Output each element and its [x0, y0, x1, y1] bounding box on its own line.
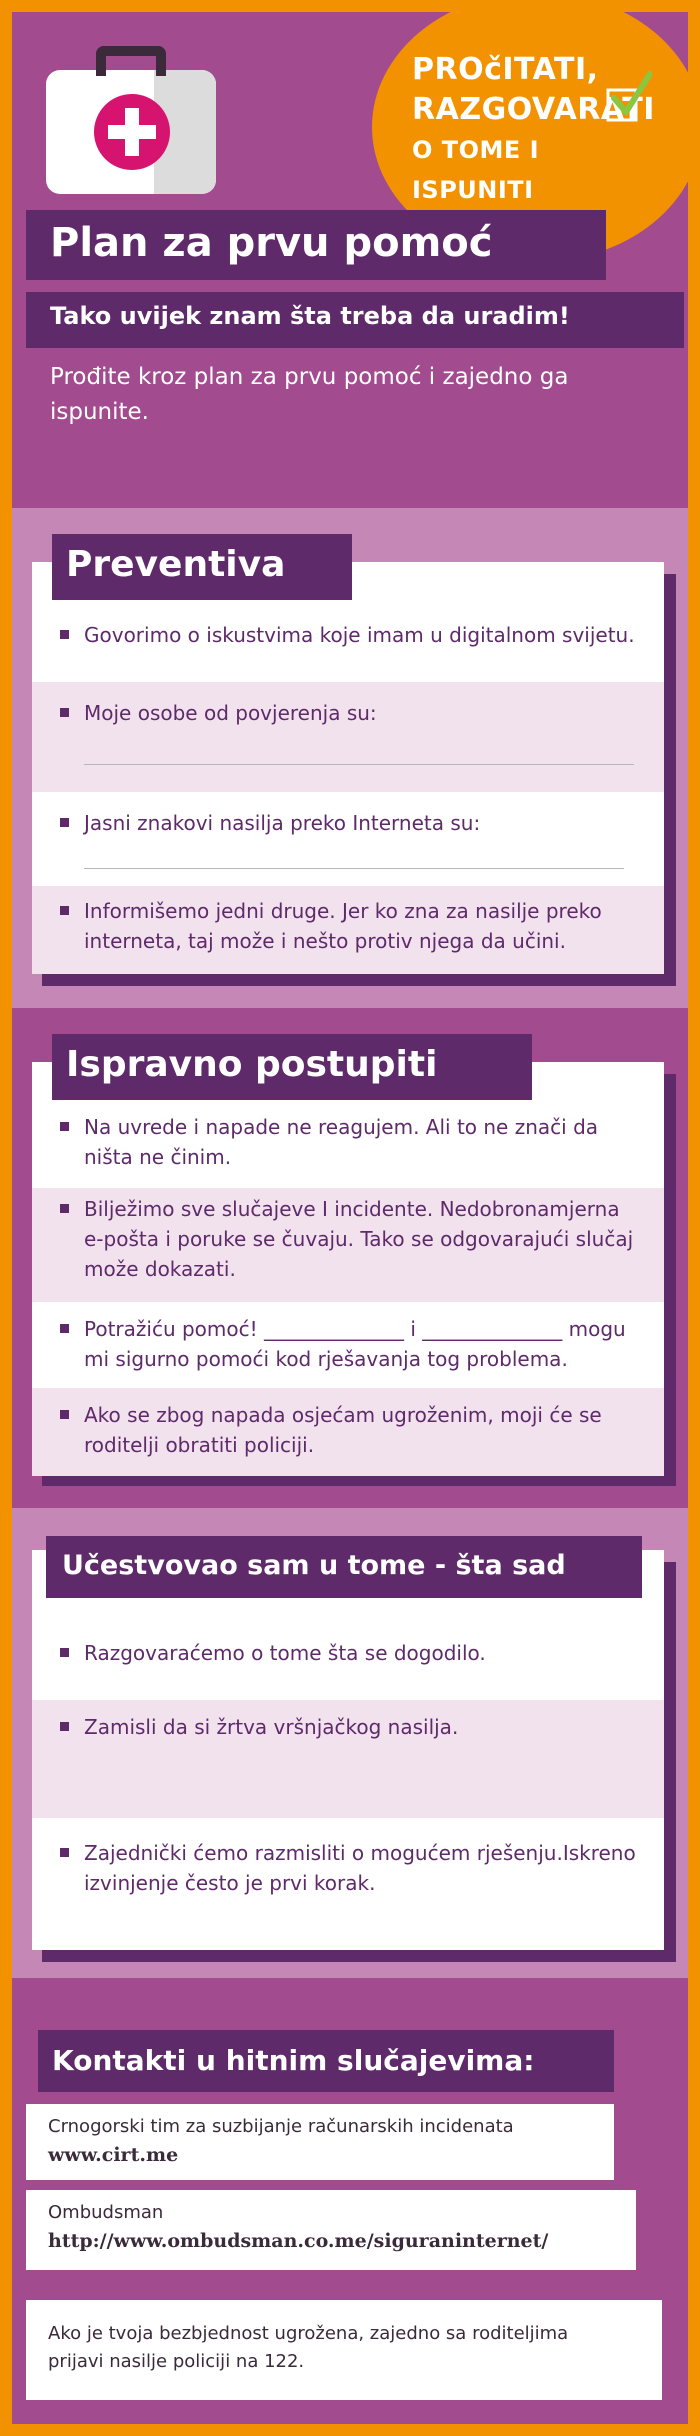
list-item: Jasni znakovi nasilja preko Interneta su: [32, 792, 664, 886]
checkbox-check-icon [604, 68, 652, 128]
contact-card-police [26, 2300, 662, 2400]
list-item: Moje osobe od povjerenja su: [32, 682, 664, 792]
badge-line-3: O TOME I ISPUNITI [412, 136, 540, 204]
section-title-preventiva: Preventiva [66, 544, 286, 585]
badge-line-2: RAZGOVARATI [412, 92, 655, 127]
fill-in-line [84, 868, 624, 869]
contact-label-ombudsman: Ombudsman [48, 2202, 164, 2223]
contact-link-cirt[interactable]: www.cirt.me [48, 2144, 179, 2166]
contact-label-cirt: Crnogorski tim za suzbijanje računarskih incidenata [48, 2116, 514, 2137]
fill-in-line [84, 764, 634, 765]
intro-text: Prođite kroz plan za prvu pomoć i zajedno ga ispunite. [50, 364, 569, 425]
ispravno-card [32, 1062, 664, 1476]
list-item: Zamisli da si žrtva vršnjačkog nasilja. [32, 1700, 664, 1818]
poster [12, 12, 688, 2424]
page-subtitle: Tako uvijek znam šta treba da uradim! [50, 302, 570, 330]
section-title-ucestvovao: Učestvovao sam u tome - šta sad [62, 1550, 566, 1581]
list-item: Govorimo o iskustvima koje imam u digitalnom svijetu. [32, 562, 664, 682]
list-item: Ako se zbog napada osjećam ugroženim, moji će se roditelji obratiti policiji. [32, 1388, 664, 1476]
header [12, 12, 688, 508]
contact-card-cirt [26, 2104, 614, 2180]
ucestvovao-card [32, 1550, 664, 1950]
section-ispravno [12, 1008, 688, 1508]
page-title: Plan za prvu pomoć [50, 220, 493, 266]
section-kontakti [12, 1978, 688, 2424]
section-title-kontakti: Kontakti u hitnim slučajevima: [52, 2044, 535, 2077]
list-item: Razgovaraćemo o tome šta se dogodilo. [32, 1550, 664, 1700]
preventiva-card [32, 562, 664, 974]
list-item: Na uvrede i napade ne reagujem. Ali to ne znači da ništa ne činim. [32, 1062, 664, 1188]
first-aid-kit-icon [46, 70, 216, 194]
list-item: Zajednički ćemo razmisliti o mogućem rješenju.Iskreno izvinjenje često je prvi korak. [32, 1818, 664, 1950]
section-title-ispravno: Ispravno postupiti [66, 1044, 438, 1085]
police-note: Ako je tvoja bezbjednost ugrožena, zajedno sa roditeljima prijavi nasilje policiji na 122. [48, 2323, 569, 2372]
list-item: Informišemo jedni druge. Jer ko zna za nasilje preko interneta, taj može i nešto protiv njega da učini. [32, 886, 664, 974]
section-preventiva [12, 508, 688, 1008]
badge-line-1: PROčITATI, [412, 52, 599, 87]
contact-card-ombudsman [26, 2190, 636, 2270]
section-ucestvovao [12, 1508, 688, 1978]
contact-link-ombudsman[interactable]: http://www.ombudsman.co.me/siguraninternet/ [48, 2230, 549, 2252]
list-item: Bilježimo sve slučajeve I incidente. Nedobronamjerna e-pošta i poruke se čuvaju. Tako se odgovarajući slučaj može dokazati. [32, 1188, 664, 1302]
list-item: Potražiću pomoć! ______________ i ______________ mogu mi sigurno pomoći kod rješavanja tog problema. [32, 1302, 664, 1388]
